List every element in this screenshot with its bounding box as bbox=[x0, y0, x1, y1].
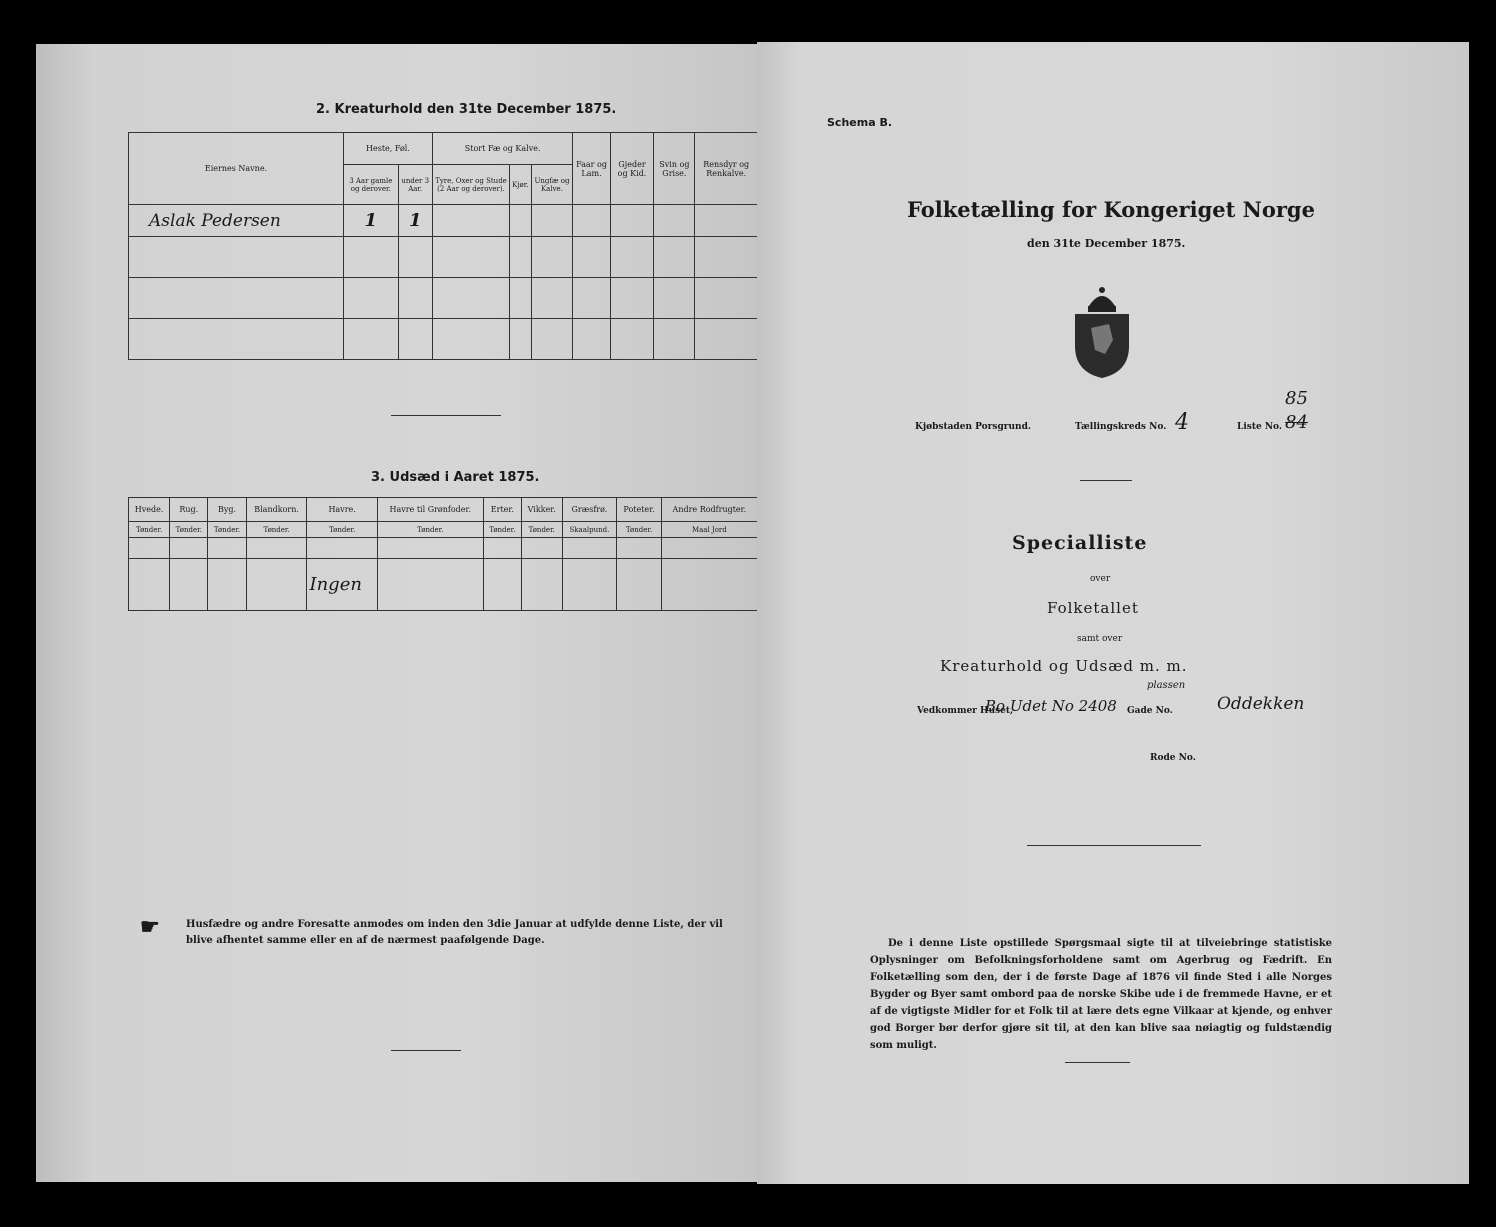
house-value: Bo Udet No 2408 bbox=[985, 697, 1117, 715]
seed-cell bbox=[562, 558, 617, 610]
vedkommer-label: Vedkommer Huset, bbox=[917, 706, 1014, 716]
seed-cell bbox=[129, 538, 170, 558]
seed-header: Andre Rodfrugter. bbox=[661, 498, 757, 522]
seed-header: Havre. bbox=[307, 498, 377, 522]
seed-unit: Tønder. bbox=[521, 522, 562, 538]
over-label: over bbox=[1090, 574, 1111, 584]
section2-title: 2. Kreaturhold den 31te December 1875. bbox=[316, 102, 617, 117]
divider-r2 bbox=[1027, 845, 1201, 846]
gade-label: Gade No. bbox=[1127, 706, 1173, 716]
seed-unit: Tønder. bbox=[246, 522, 307, 538]
liste-value-old: 84 bbox=[1285, 412, 1308, 433]
horses-3-value: 1 bbox=[344, 205, 399, 237]
seed-header: Rug. bbox=[170, 498, 208, 522]
kreaturhold-label: Kreaturhold og Udsæd m. m. bbox=[940, 657, 1188, 675]
liste-value-new: 85 bbox=[1285, 388, 1308, 409]
seed-cell bbox=[208, 558, 246, 610]
seed-header: Erter. bbox=[483, 498, 521, 522]
census-date: den 31te December 1875. bbox=[1027, 237, 1186, 250]
left-page bbox=[36, 44, 760, 1182]
seed-unit: Tønder. bbox=[307, 522, 377, 538]
pigs-header: Svin og Grise. bbox=[654, 133, 695, 205]
seed-unit: Tønder. bbox=[483, 522, 521, 538]
seed-header: Vikker. bbox=[521, 498, 562, 522]
seed-cell bbox=[617, 558, 661, 610]
description-paragraph: De i denne Liste opstillede Spørgsmaal sigte til at tilveiebringe statistiske Oplysninger om Befolkningsforholdene samt om Agerbrug og Fædrift. En Folketælling som den, der i de første Dage af 1876 vil finde Sted i alle Norges Bygder og Byer samt ombord paa de norske Skibe ude i de fremmede Havne, er et af de vigtigste Midler for et Folk til at lære dets egne Vilkaar at kjende, og enhver god Borger bør derfor gjøre sit til, at den kan blive saa nøiagtig og fuldstændig som muligt. bbox=[870, 938, 1332, 1051]
divider bbox=[391, 415, 501, 416]
plads-value: plassen bbox=[1147, 680, 1186, 691]
kreds-value: 4 bbox=[1175, 410, 1189, 435]
owner-header: Eiernes Navne. bbox=[129, 133, 344, 205]
horses-header: Heste, Føl. bbox=[344, 133, 433, 165]
seed-cell bbox=[129, 558, 170, 610]
seed-cell bbox=[170, 558, 208, 610]
seed-cell bbox=[246, 558, 307, 610]
seed-cell bbox=[170, 538, 208, 558]
coat-of-arms-icon bbox=[1069, 284, 1135, 380]
cattle-sub3: Ungfæ og Kalve. bbox=[531, 165, 573, 205]
seed-cell bbox=[246, 538, 307, 558]
horses-sub2: under 3 Aar. bbox=[398, 165, 432, 205]
seed-unit: Tønder. bbox=[129, 522, 170, 538]
seed-unit: Skaalpund. bbox=[562, 522, 617, 538]
kjobstad-label: Kjøbstaden Porsgrund. bbox=[915, 422, 1032, 432]
seed-unit: Tønder. bbox=[617, 522, 661, 538]
seed-cell bbox=[483, 538, 521, 558]
seed-cell bbox=[661, 558, 757, 610]
horses-sub1: 3 Aar gamle og derover. bbox=[344, 165, 399, 205]
seed-unit: Tønder. bbox=[170, 522, 208, 538]
pointing-hand-icon: ☛ bbox=[140, 914, 160, 940]
folketallet-label: Folketallet bbox=[1047, 599, 1139, 617]
seed-cell bbox=[208, 538, 246, 558]
notice-body: Husfædre og andre Foresatte anmodes om inden den 3die Januar at udfylde denne Liste, der vil blive afhentet samme eller en af de nærmest paafølgende Dage. bbox=[186, 919, 723, 946]
seed-cell bbox=[307, 538, 377, 558]
seed-cell bbox=[562, 538, 617, 558]
seed-entry: Ingen bbox=[307, 558, 377, 610]
samt-over-label: samt over bbox=[1077, 634, 1123, 644]
seed-cell bbox=[661, 538, 757, 558]
seed-header: Græsfrø. bbox=[562, 498, 617, 522]
divider-r3 bbox=[1065, 1062, 1130, 1063]
divider-r1 bbox=[1080, 480, 1132, 481]
seed-cell bbox=[377, 538, 483, 558]
main-title: Folketælling for Kongeriget Norge bbox=[907, 197, 1315, 222]
seed-cell bbox=[521, 538, 562, 558]
seed-header: Poteter. bbox=[617, 498, 661, 522]
seed-unit: Tønder. bbox=[208, 522, 246, 538]
kreds-label: Tællingskreds No. bbox=[1075, 422, 1167, 432]
divider-bottom bbox=[391, 1050, 461, 1051]
rode-label: Rode No. bbox=[1150, 753, 1196, 763]
seed-unit: Maal Jord bbox=[661, 522, 757, 538]
seed-header: Havre til Grønfoder. bbox=[377, 498, 483, 522]
reindeer-header: Rensdyr og Renkalve. bbox=[695, 133, 758, 205]
seed-header: Hvede. bbox=[129, 498, 170, 522]
liste-label: Liste No. bbox=[1237, 422, 1283, 432]
sheep-header: Faar og Lam. bbox=[573, 133, 610, 205]
section3-title: 3. Udsæd i Aaret 1875. bbox=[371, 470, 540, 485]
livestock-table bbox=[128, 132, 758, 360]
cattle-sub1: Tyre, Oxer og Stude (2 Aar og derover). bbox=[432, 165, 509, 205]
seed-table bbox=[128, 497, 758, 611]
seed-cell bbox=[377, 558, 483, 610]
cattle-sub2: Kjør. bbox=[510, 165, 531, 205]
horses-under3-value: 1 bbox=[398, 205, 432, 237]
goats-header: Gjeder og Kid. bbox=[610, 133, 654, 205]
seed-cell bbox=[617, 538, 661, 558]
seed-header: Blandkorn. bbox=[246, 498, 307, 522]
notice-text bbox=[140, 914, 736, 949]
gade-value: Oddekken bbox=[1217, 694, 1305, 714]
seed-cell bbox=[521, 558, 562, 610]
specialliste-title: Specialliste bbox=[1012, 532, 1148, 554]
schema-label: Schema B. bbox=[827, 116, 893, 129]
cattle-header: Stort Fæ og Kalve. bbox=[432, 133, 572, 165]
seed-cell bbox=[483, 558, 521, 610]
owner-name: Aslak Pedersen bbox=[129, 205, 344, 237]
seed-header: Byg. bbox=[208, 498, 246, 522]
right-page bbox=[757, 42, 1469, 1184]
seed-unit: Tønder. bbox=[377, 522, 483, 538]
